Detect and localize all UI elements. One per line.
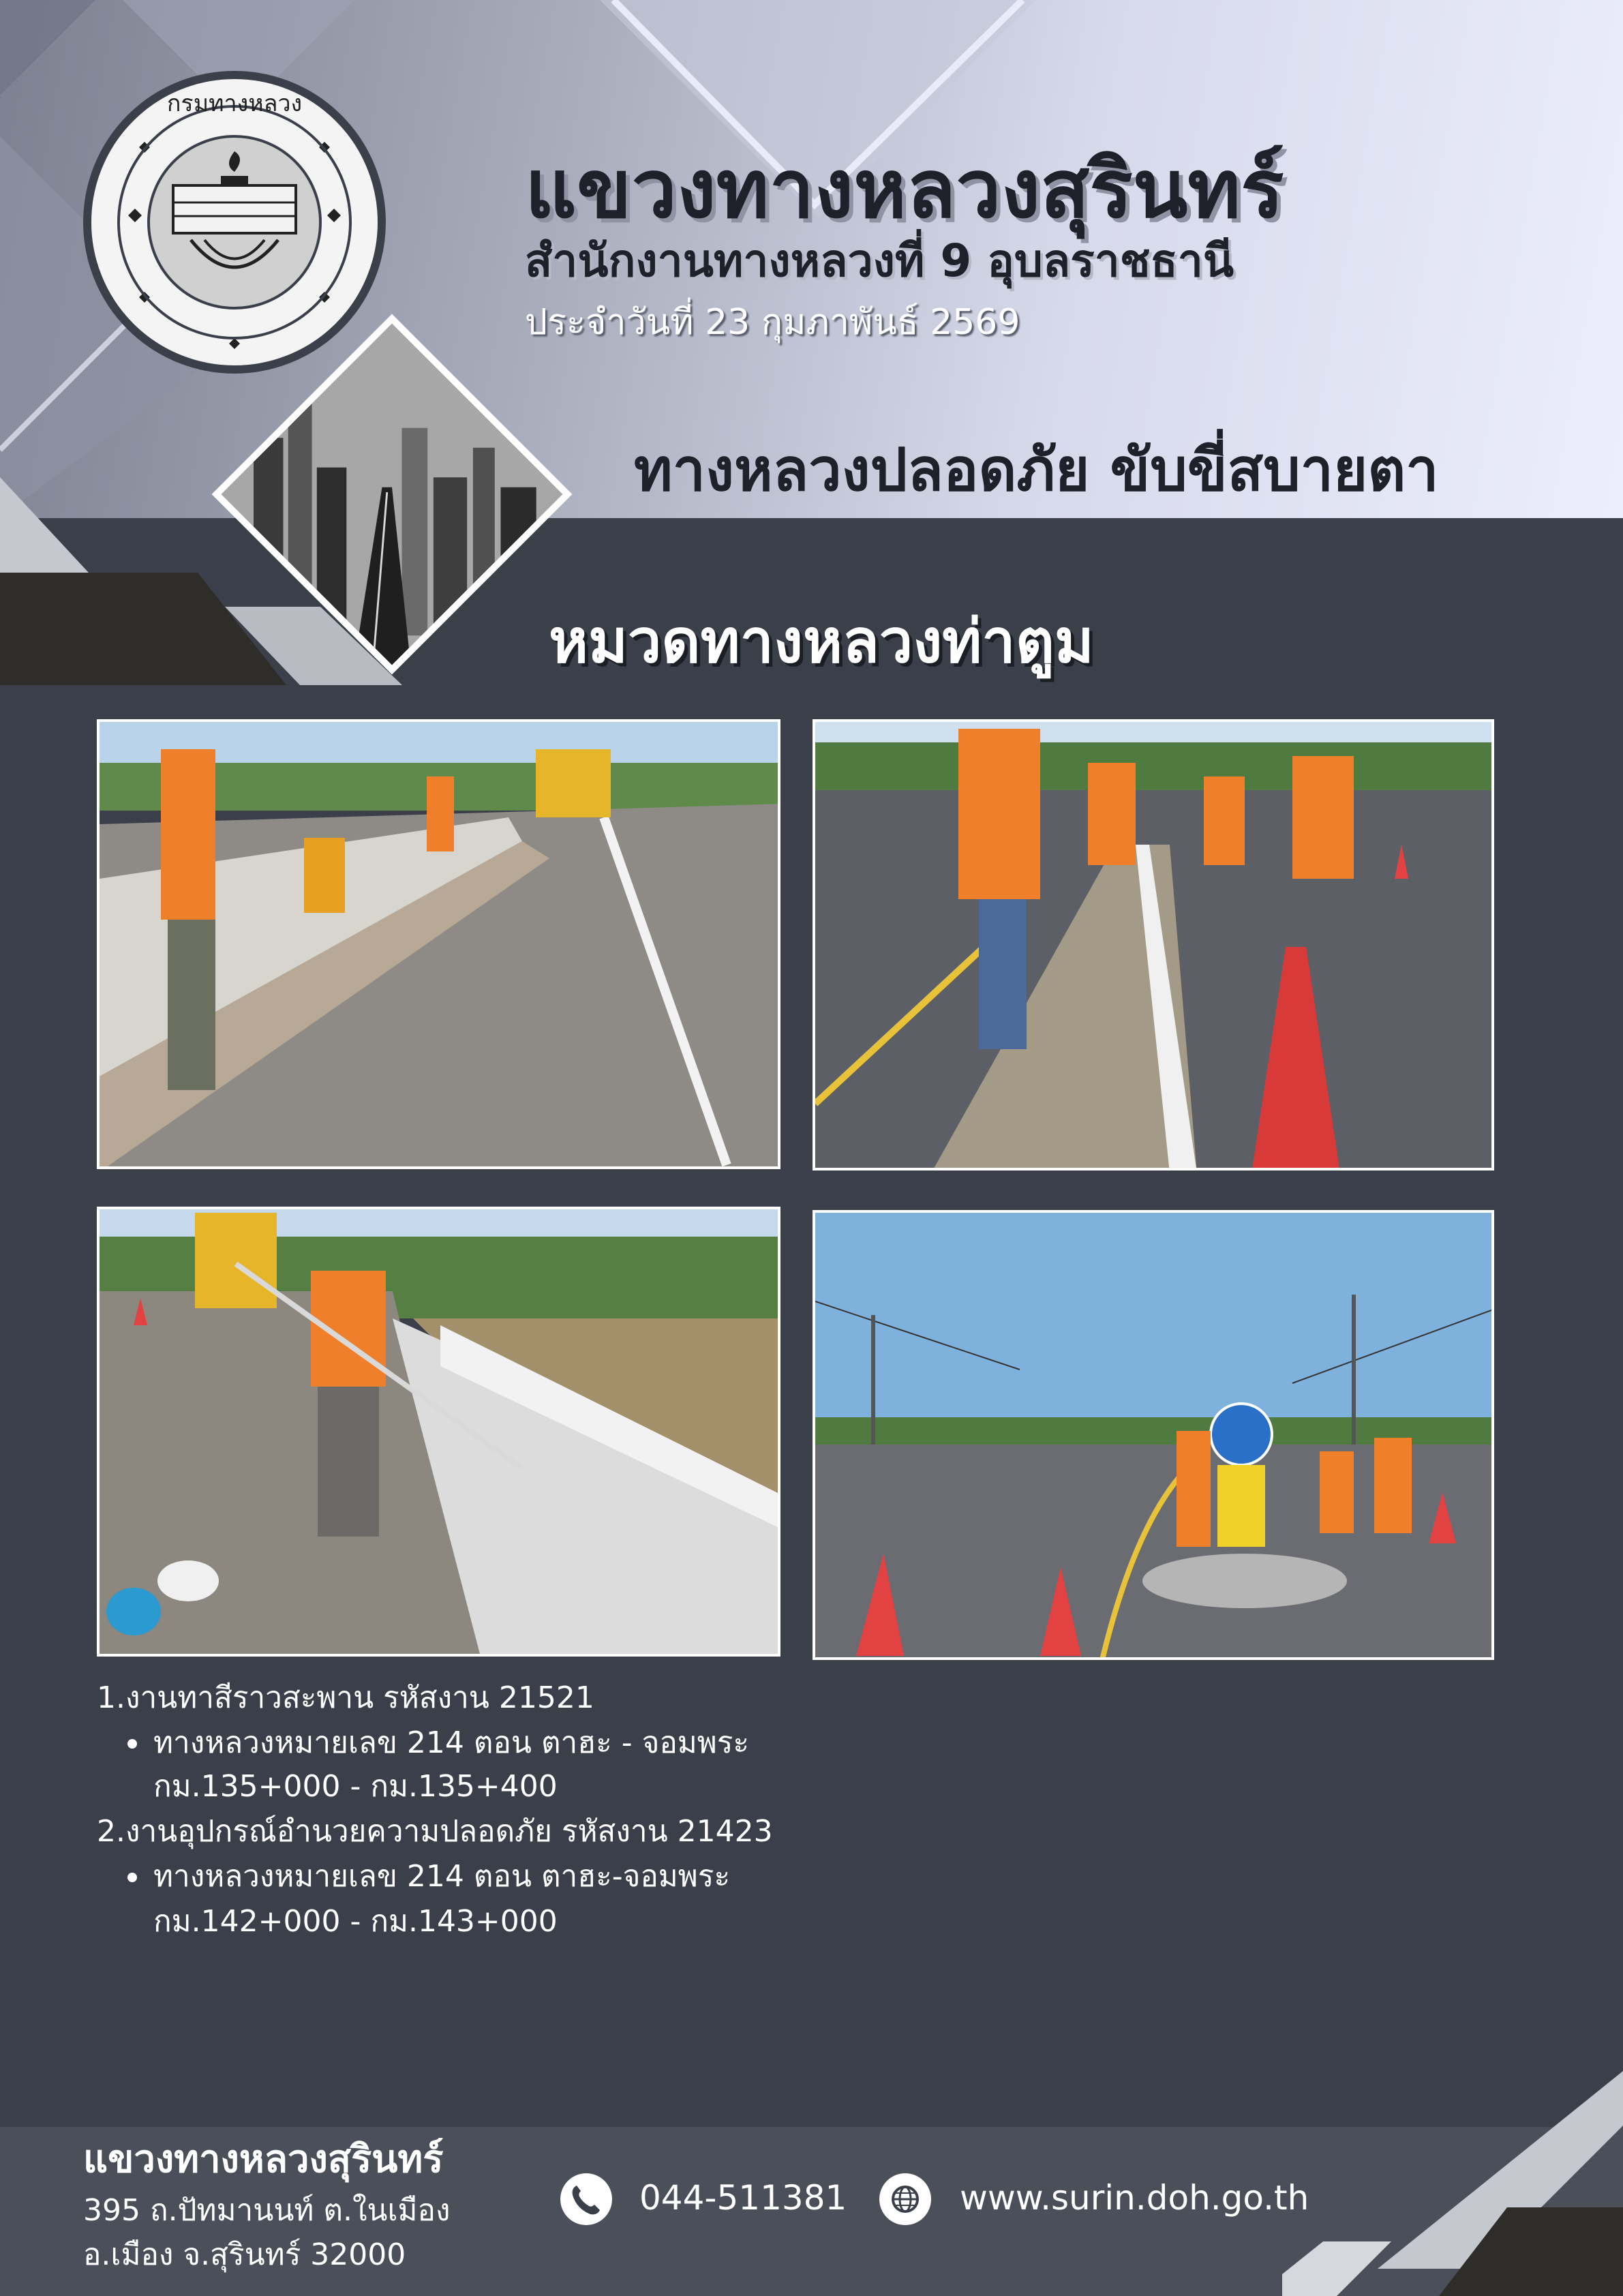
work-item-title: 2.งานอุปกรณ์อำนวยความปลอดภัย รหัสงาน 21423	[97, 1814, 773, 1849]
road-emblem-icon	[150, 138, 319, 307]
logo-inner-disc	[147, 135, 322, 309]
logo-text: กรมทางหลวง	[166, 90, 303, 117]
footer-wedges	[1282, 2064, 1623, 2296]
slogan: ทางหลวงปลอดภัย ขับขี่สบายตา	[634, 436, 1439, 504]
section-title: หมวดทางหลวงท่าตูม	[549, 606, 1094, 676]
footer-phone[interactable]: 044-511381	[639, 2178, 847, 2218]
footer-website[interactable]: www.surin.doh.go.th	[960, 2178, 1309, 2218]
bullet-icon	[127, 1739, 137, 1749]
work-item-route: ทางหลวงหมายเลข 214 ตอน ตาฮะ-จอมพระ	[153, 1859, 731, 1894]
work-item-km: กม.142+000 - กม.143+000	[153, 1904, 558, 1939]
work-photo-4	[813, 1210, 1494, 1660]
footer-name: แขวงทางหลวงสุรินทร์	[83, 2137, 444, 2181]
work-item-km: กม.135+000 - กม.135+400	[153, 1769, 558, 1804]
page-subtitle: สำนักงานทางหลวงที่ 9 อุบลราชธานี	[525, 235, 1234, 287]
department-logo	[83, 71, 386, 374]
work-photo-2	[813, 719, 1494, 1170]
phone-icon	[560, 2173, 612, 2225]
footer-address-line2: อ.เมือง จ.สุรินทร์ 32000	[83, 2237, 406, 2272]
page-date: ประจำวันที่ 23 กุมภาพันธ์ 2569	[525, 302, 1020, 343]
work-photo-3	[97, 1207, 780, 1657]
work-item-route: ทางหลวงหมายเลข 214 ตอน ตาฮะ - จอมพระ	[153, 1725, 750, 1760]
footer-address-line1: 395 ถ.ปัทมานนท์ ต.ในเมือง	[83, 2193, 451, 2228]
page-title: แขวงทางหลวงสุรินทร์	[525, 142, 1284, 236]
work-item-title: 1.งานทาสีราวสะพาน รหัสงาน 21521	[97, 1680, 594, 1715]
work-photo-1	[97, 719, 780, 1169]
globe-icon	[879, 2173, 931, 2225]
bullet-icon	[127, 1873, 137, 1882]
